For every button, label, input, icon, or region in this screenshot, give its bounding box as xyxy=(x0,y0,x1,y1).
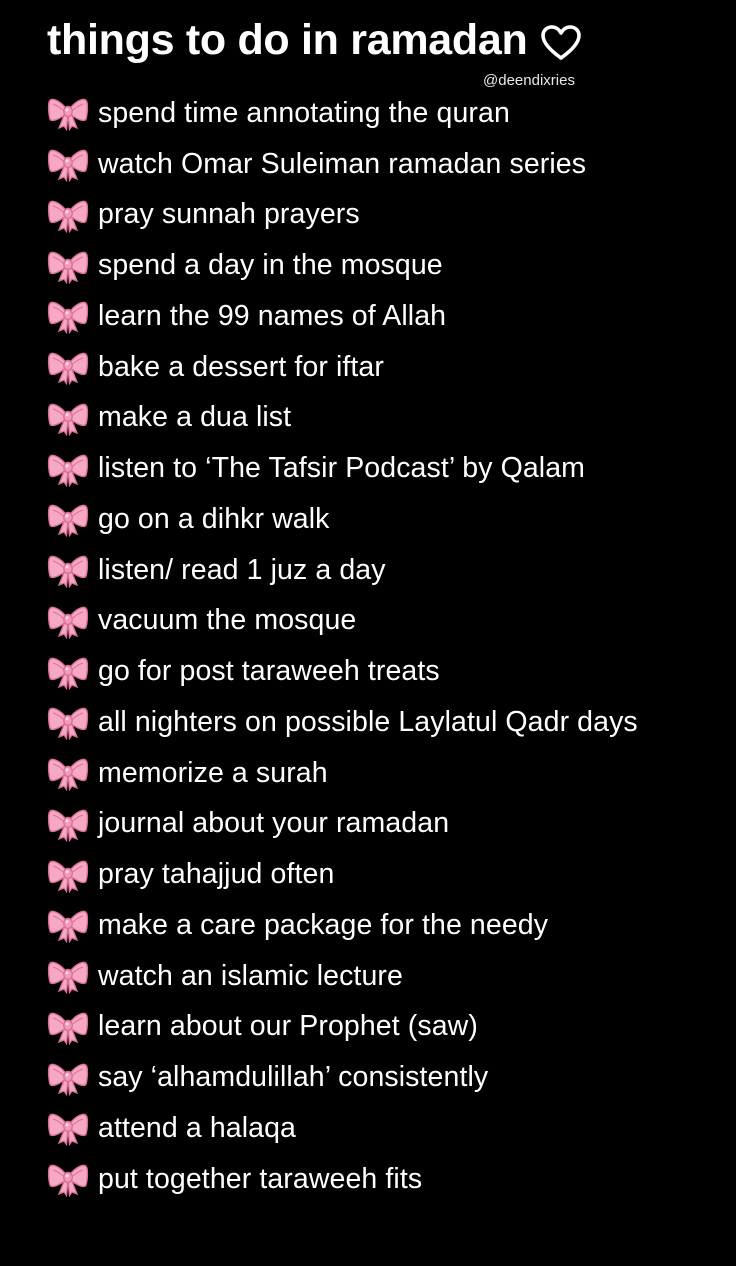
list-item-label: go for post taraweeh treats xyxy=(98,655,440,688)
pink-ribbon-bow-icon xyxy=(47,1110,89,1146)
list-item xyxy=(47,799,727,850)
list-item-label: learn the 99 names of Allah xyxy=(98,299,447,332)
list-item xyxy=(47,900,727,951)
pink-ribbon-bow-icon xyxy=(47,95,89,131)
list-item-label: say ‘alhamdulillah’ consistently xyxy=(98,1061,489,1094)
list-item xyxy=(47,1154,727,1205)
pink-ribbon-bow-icon xyxy=(47,451,89,487)
header xyxy=(47,14,707,94)
list-item xyxy=(47,139,727,190)
list-item-label: all nighters on possible Laylatul Qadr days xyxy=(98,705,638,738)
pink-ribbon-bow-icon xyxy=(47,1161,89,1197)
list-item xyxy=(47,88,727,139)
page-title-text: things to do in ramadan xyxy=(47,16,528,64)
list-item-label: attend a halaqa xyxy=(98,1111,297,1144)
list-item-label: bake a dessert for iftar xyxy=(98,350,384,383)
pink-ribbon-bow-icon xyxy=(47,197,89,233)
list-item xyxy=(47,494,727,545)
list-item-label: pray tahajjud often xyxy=(98,858,335,891)
list-item-label: memorize a surah xyxy=(98,756,328,789)
list-item-label: vacuum the mosque xyxy=(98,604,357,637)
list-item xyxy=(47,596,727,647)
heart-outline-icon xyxy=(541,25,581,61)
list-item xyxy=(47,646,727,697)
pink-ribbon-bow-icon xyxy=(47,248,89,284)
list-item-label: listen to ‘The Tafsir Podcast’ by Qalam xyxy=(98,452,586,485)
list-item xyxy=(47,342,727,393)
list-item xyxy=(47,697,727,748)
pink-ribbon-bow-icon xyxy=(47,298,89,334)
author-handle: @deendixries xyxy=(483,72,575,89)
list-item-label: pray sunnah prayers xyxy=(98,198,360,231)
pink-ribbon-bow-icon xyxy=(47,501,89,537)
list-item xyxy=(47,291,727,342)
list-item-label: put together taraweeh fits xyxy=(98,1162,423,1195)
pink-ribbon-bow-icon xyxy=(47,806,89,842)
pink-ribbon-bow-icon xyxy=(47,603,89,639)
list-item xyxy=(47,748,727,799)
list-item-label: spend time annotating the quran xyxy=(98,96,510,129)
list-item-label: make a dua list xyxy=(98,401,292,434)
list-item-label: journal about your ramadan xyxy=(98,807,450,840)
list-item-label: listen/ read 1 juz a day xyxy=(98,553,386,586)
list-item-label: go on a dihkr walk xyxy=(98,502,330,535)
list-item xyxy=(47,190,727,241)
pink-ribbon-bow-icon xyxy=(47,755,89,791)
list-item xyxy=(47,1103,727,1154)
list-item-label: learn about our Prophet (saw) xyxy=(98,1010,478,1043)
list-item xyxy=(47,849,727,900)
list-item-label: watch Omar Suleiman ramadan series xyxy=(98,147,587,180)
pink-ribbon-bow-icon xyxy=(47,349,89,385)
todo-list xyxy=(47,88,727,1205)
pink-ribbon-bow-icon xyxy=(47,958,89,994)
pink-ribbon-bow-icon xyxy=(47,704,89,740)
pink-ribbon-bow-icon xyxy=(47,400,89,436)
list-item-label: make a care package for the needy xyxy=(98,908,549,941)
pink-ribbon-bow-icon xyxy=(47,857,89,893)
pink-ribbon-bow-icon xyxy=(47,907,89,943)
page-title xyxy=(47,16,581,65)
pink-ribbon-bow-icon xyxy=(47,654,89,690)
list-item-label: spend a day in the mosque xyxy=(98,249,443,282)
list-item xyxy=(47,240,727,291)
pink-ribbon-bow-icon xyxy=(47,1009,89,1045)
list-item xyxy=(47,1002,727,1053)
list-item xyxy=(47,951,727,1002)
pink-ribbon-bow-icon xyxy=(47,552,89,588)
list-item xyxy=(47,1052,727,1103)
pink-ribbon-bow-icon xyxy=(47,1060,89,1096)
list-item-label: watch an islamic lecture xyxy=(98,959,403,992)
list-item xyxy=(47,443,727,494)
list-item xyxy=(47,393,727,444)
pink-ribbon-bow-icon xyxy=(47,146,89,182)
list-item xyxy=(47,545,727,596)
